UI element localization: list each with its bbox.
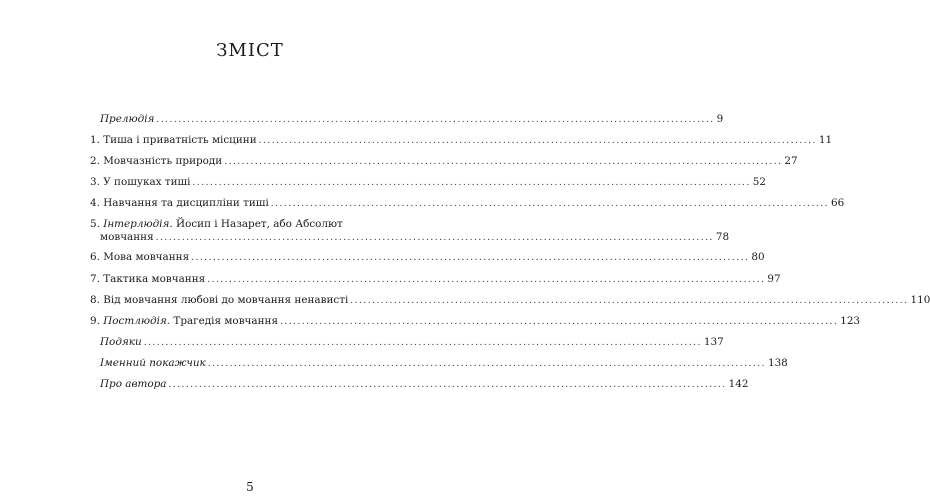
toc-page-number: 97 xyxy=(767,273,781,285)
toc-page-number: 11 xyxy=(818,134,833,146)
toc-page-number: 138 xyxy=(767,357,788,369)
toc-page-number: 80 xyxy=(751,251,765,263)
toc-entry-about-author[interactable] xyxy=(90,378,749,392)
toc-page-number: 142 xyxy=(728,378,749,390)
toc-entry-chapter-5[interactable] xyxy=(90,218,730,245)
toc-entry-label: Іменний покажчик xyxy=(100,357,206,369)
toc-entry-label: 6. Мова мовчання xyxy=(90,251,190,263)
toc-page-number: 27 xyxy=(784,155,798,167)
toc-page-number: 66 xyxy=(830,197,845,209)
toc-entry-chapter-1[interactable] xyxy=(90,134,833,148)
toc-entry-chapter-8[interactable] xyxy=(90,294,930,308)
toc-entry-chapter-9[interactable] xyxy=(90,315,861,329)
dot-leader: ................................................................................................................................ xyxy=(270,199,829,209)
toc-entry-label: 7. Тактика мовчання xyxy=(90,273,206,285)
toc-entry-label: Подяки xyxy=(100,336,142,348)
toc-entry-chapter-7[interactable] xyxy=(90,273,781,287)
toc-entry-label: 2. Мовчазність природи xyxy=(90,155,223,167)
chapter-number: 9. xyxy=(90,315,100,327)
page-number: 5 xyxy=(246,480,254,494)
toc-entry-label: Прелюдія xyxy=(100,113,155,125)
dot-leader: ................................................................................................................................ xyxy=(191,253,750,263)
dot-leader: ................................................................................................................................ xyxy=(207,359,766,369)
dot-leader: ................................................................................................................................ xyxy=(224,157,783,167)
chapter-number: 1. xyxy=(90,134,100,146)
dot-leader: ................................................................................................................................ xyxy=(350,296,909,306)
chapter-number: 8. xyxy=(90,294,100,306)
chapter-number: 7. xyxy=(90,273,100,285)
chapter-number: 2. xyxy=(90,155,100,167)
toc-entry-chapter-4[interactable] xyxy=(90,197,845,211)
dot-leader: ................................................................................................................................ xyxy=(168,380,727,390)
dot-leader: ................................................................................................................................ xyxy=(280,317,839,327)
toc-entry-label: 1. Тиша і приватність місцини xyxy=(90,134,257,146)
toc-entry-label: 9. Постлюдія. Трагедія мовчання xyxy=(90,315,279,327)
toc-entry-continuation: мовчання xyxy=(100,231,154,243)
toc-entry-name-index[interactable] xyxy=(90,357,788,371)
toc-page-number: 137 xyxy=(703,336,724,348)
page-title: ЗМІСТ xyxy=(216,40,284,61)
toc-entry-chapter-6[interactable] xyxy=(90,251,765,265)
toc-page-number: 52 xyxy=(752,176,766,188)
dot-leader: ................................................................................................................................ xyxy=(143,338,702,348)
chapter-number: 6. xyxy=(90,251,100,263)
chapter-number: 5. xyxy=(90,218,100,230)
toc-entry-chapter-3[interactable] xyxy=(90,176,766,190)
toc-page-number: 123 xyxy=(840,315,861,327)
toc-entry-label: 5. Інтерлюдія. Йосип і Назарет, або Абсолют xyxy=(90,218,343,230)
dot-leader: ................................................................................................................................ xyxy=(207,275,766,285)
toc-entry-label: 4. Навчання та дисципліни тиші xyxy=(90,197,269,209)
toc-page-number: 78 xyxy=(715,231,730,243)
toc-entry-label: 8. Від мовчання любові до мовчання ненависті xyxy=(90,294,349,306)
toc-entry-label: Про автора xyxy=(100,378,167,390)
toc-entry-acknowledgements[interactable] xyxy=(90,336,724,350)
dot-leader: ................................................................................................................................ xyxy=(156,115,715,125)
chapter-number: 4. xyxy=(90,197,100,209)
dot-leader: ................................................................................................................................ xyxy=(258,136,817,146)
chapter-number: 3. xyxy=(90,176,100,188)
dot-leader: ................................................................................................................................ xyxy=(192,178,751,188)
toc-entry-label: 3. У пошуках тиші xyxy=(90,176,191,188)
toc-page-number: 9 xyxy=(716,113,724,125)
toc-entry-chapter-2[interactable] xyxy=(90,155,798,169)
toc-entry-prelude[interactable] xyxy=(90,113,724,127)
toc-page-number: 110 xyxy=(910,294,930,306)
dot-leader: ................................................................................................................................ xyxy=(155,233,714,243)
